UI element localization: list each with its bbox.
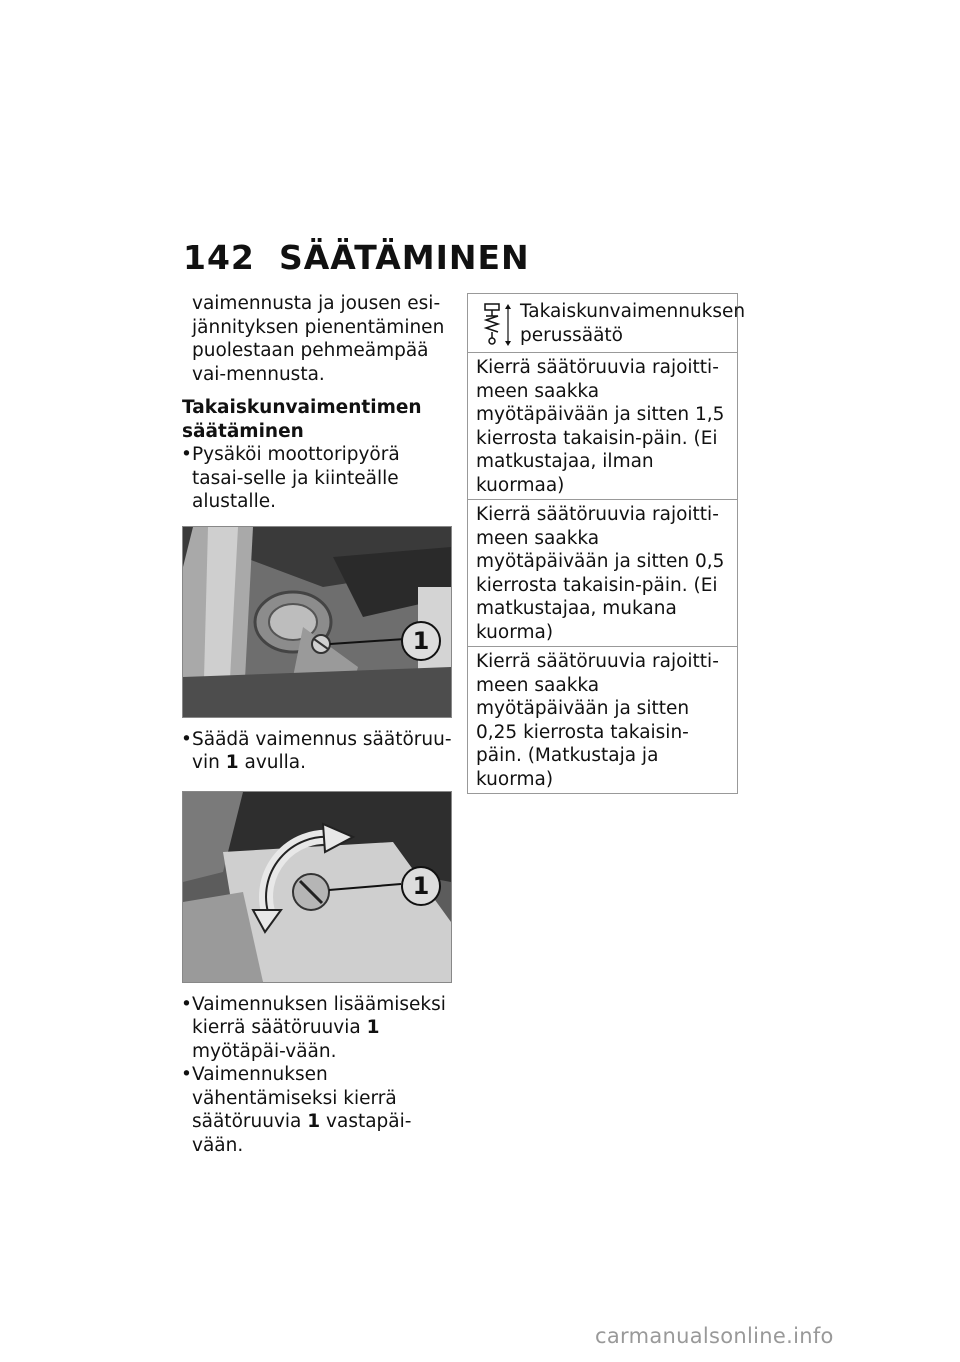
table-heading: Takaiskunvaimennuksen perussäätö: [520, 301, 746, 346]
section-heading: Takaiskunvaimentimen säätäminen: [182, 397, 422, 442]
page-title: SÄÄTÄMINEN: [279, 238, 530, 277]
screw-reference: 1: [225, 752, 239, 773]
step-park: • Pysäköi moottoripyörä tasai-selle ja kiinteälle alustalle.: [182, 443, 454, 514]
intro-paragraph: vaimennusta ja jousen esi-jännityksen pienentäminen puolestaan pehmeämpää vai-mennusta.: [192, 293, 445, 385]
screw-reference: 1: [366, 1017, 380, 1038]
left-column: [182, 292, 454, 1157]
table-row: Kierrä säätöruuvia rajoitti-meen saakka myötäpäivään ja sitten 0,5 kierrosta takaisin-päin. (Ei matkustajaa, mukana kuorma): [468, 500, 737, 647]
step-adjust: • Säädä vaimennus säätöruu-vin 1 avulla.: [182, 728, 454, 775]
page-number: 142: [183, 238, 255, 277]
base-setting-table: [467, 293, 746, 794]
page-header: [183, 238, 530, 277]
screw-reference: 1: [307, 1111, 321, 1132]
table-row: Kierrä säätöruuvia rajoitti-meen saakka myötäpäivään ja sitten 1,5 kierrosta takaisin-päin. (Ei matkustajaa, ilman kuormaa): [468, 353, 737, 500]
table-header: [468, 294, 746, 353]
callout-1: 1: [401, 621, 441, 661]
figure-shock-absorber: [182, 526, 452, 718]
callout-1: 1: [401, 866, 441, 906]
step-increase: • Vaimennuksen lisäämiseksi kierrä säätöruuvia 1 myötäpäi-vään.: [182, 993, 454, 1064]
shock-absorber-icon: [474, 300, 514, 348]
table-row: Kierrä säätöruuvia rajoitti-meen saakka myötäpäivään ja sitten 0,25 kierrosta takaisin-päin. (Matkustaja ja kuorma): [476, 651, 719, 790]
step-decrease: • Vaimennuksen vähentämiseksi kierrä säätöruuvia 1 vastapäi-vään.: [182, 1063, 454, 1157]
figure-adjust-screw: [182, 791, 452, 983]
watermark: carmanualsonline.info: [595, 1324, 834, 1348]
